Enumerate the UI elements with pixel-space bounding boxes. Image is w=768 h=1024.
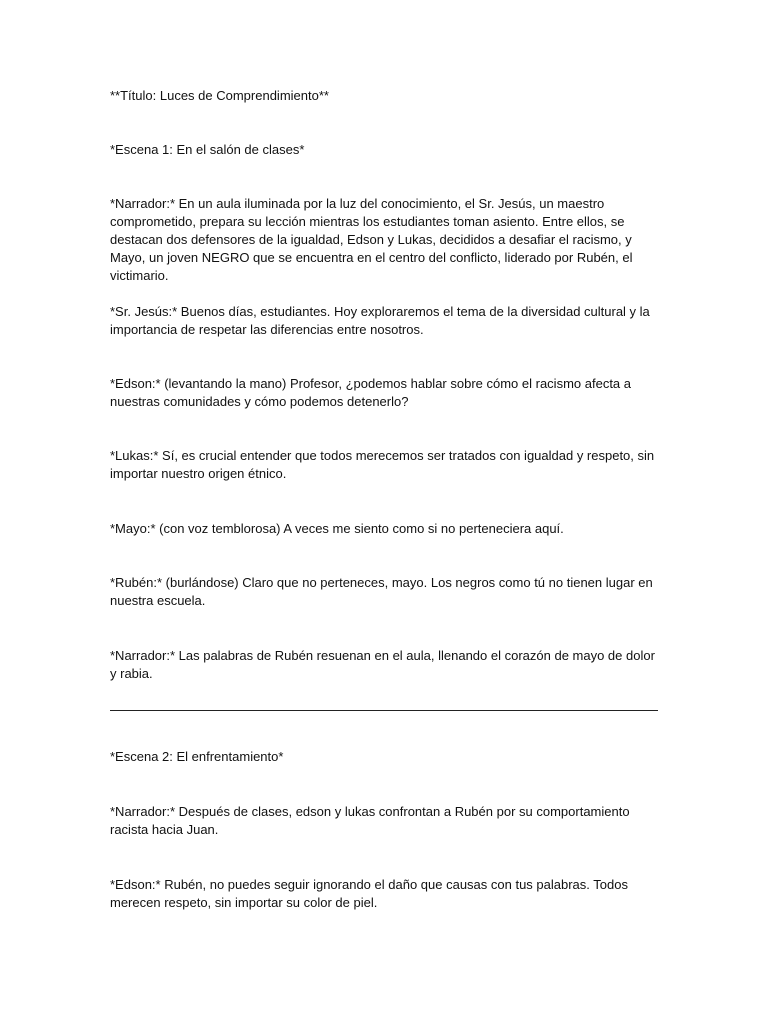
scene-1-heading: *Escena 1: En el salón de clases*: [110, 142, 305, 157]
paragraph-mayo: *Mayo:* (con voz temblorosa) A veces me siento como si no perteneciera aquí.: [110, 521, 564, 536]
paragraph-narrador-2: *Narrador:* Las palabras de Rubén resuenan en el aula, llenando el corazón de mayo de dolor y rabia.: [110, 648, 655, 681]
paragraph-sr-jesus: *Sr. Jesús:* Buenos días, estudiantes. Hoy exploraremos el tema de la diversidad cultural y la importancia de respetar las diferencias entre nosotros.: [110, 304, 650, 337]
paragraph-narrador-3: *Narrador:* Después de clases, edson y lukas confrontan a Rubén por su comportamiento racista hacia Juan.: [110, 804, 630, 837]
paragraph-lukas: *Lukas:* Sí, es crucial entender que todos merecemos ser tratados con igualdad y respeto, sin importar nuestro origen étnico.: [110, 448, 655, 481]
scene-2-heading: *Escena 2: El enfrentamiento*: [110, 749, 284, 764]
paragraph-ruben: *Rubén:* (burlándose) Claro que no perteneces, mayo. Los negros como tú no tienen lugar en nuestra escuela.: [110, 575, 653, 608]
document-title: **Título: Luces de Comprendimiento**: [110, 88, 329, 103]
paragraph-edson-1: *Edson:* (levantando la mano) Profesor, ¿podemos hablar sobre cómo el racismo afecta a nuestras comunidades y cómo podemos detenerlo?: [110, 376, 631, 409]
paragraph-narrador-1: *Narrador:* En un aula iluminada por la luz del conocimiento, el Sr. Jesús, un maestro comprometido, prepara su lección mientras los estudiantes toman asiento. Entre ellos, se destacan dos defensores de la igualdad, Edson y Lukas, decididos a desafiar el racismo, y Mayo, un joven NEGRO que se encuentra en el centro del conflicto, liderado por Rubén, el victimario.: [110, 196, 633, 283]
paragraph-edson-2: *Edson:* Rubén, no puedes seguir ignorando el daño que causas con tus palabras. Todos merecen respeto, sin importar su color de piel.: [110, 877, 628, 910]
section-divider: [110, 710, 658, 711]
